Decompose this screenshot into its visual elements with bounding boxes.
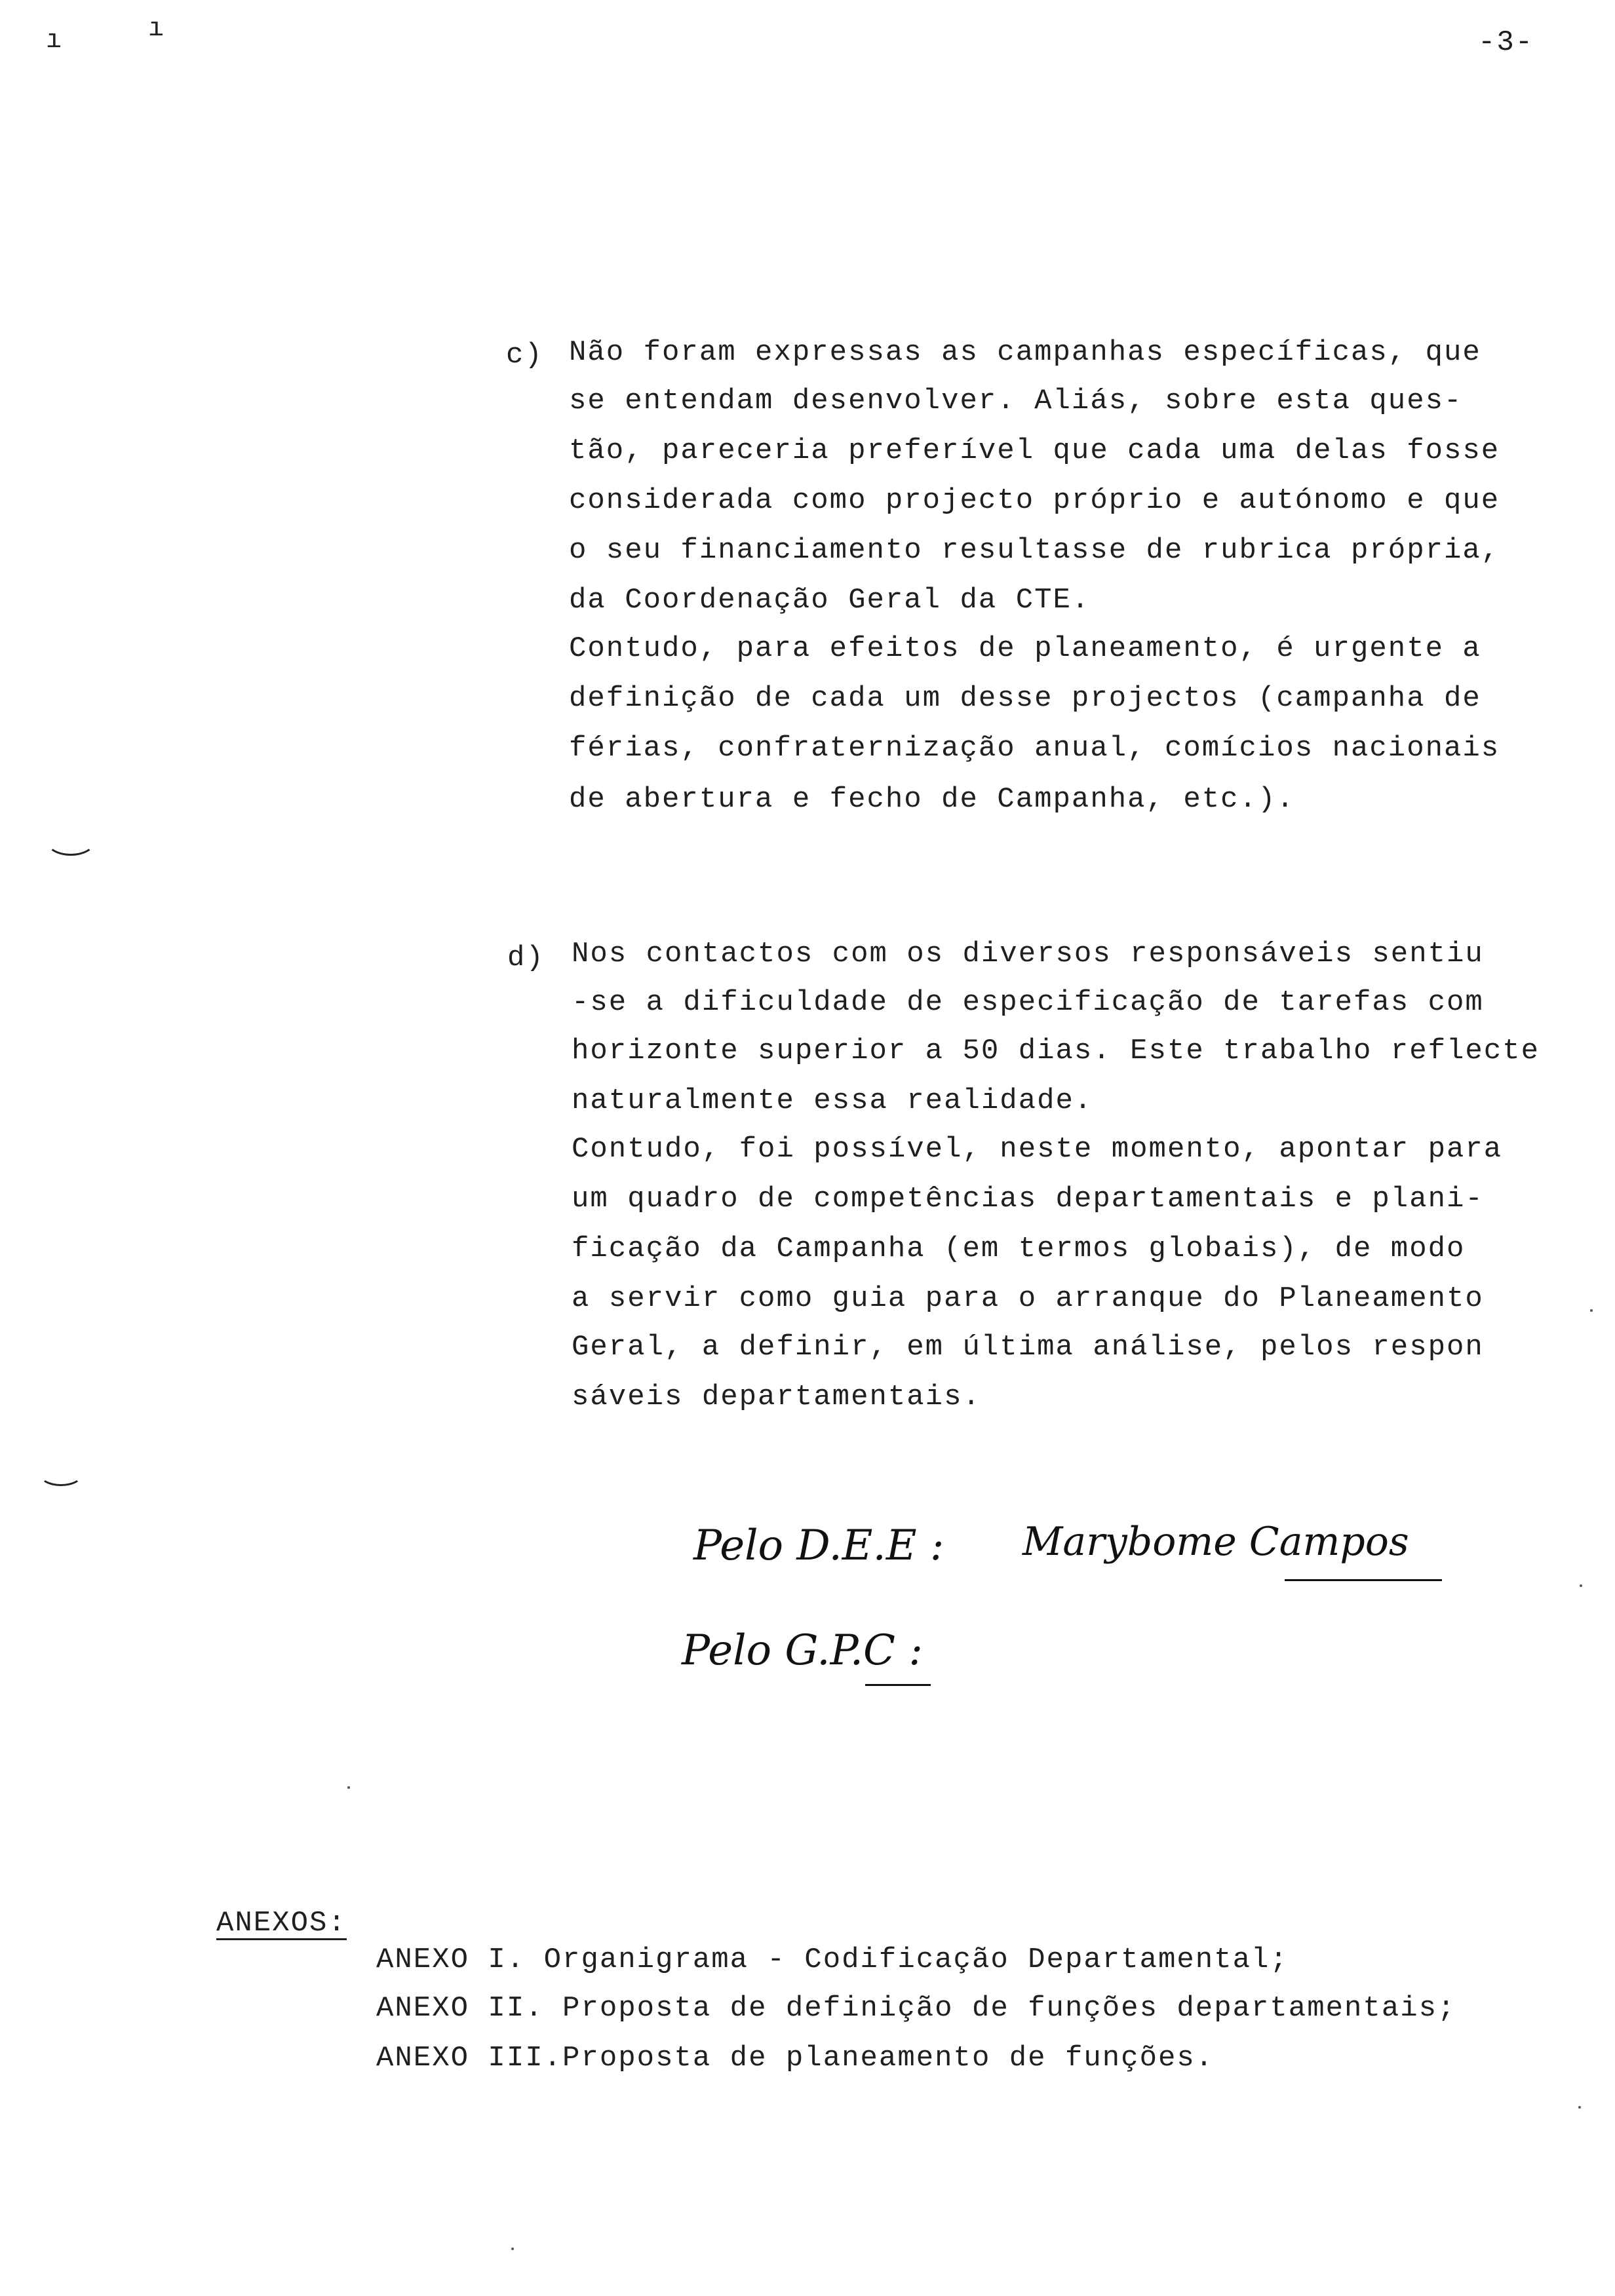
item-d-line-9: Geral, a definir, em última análise, pelos respon <box>572 1331 1484 1364</box>
speck <box>511 2248 514 2250</box>
margin-arc-2 <box>39 1463 83 1486</box>
signature-underline <box>1285 1579 1442 1581</box>
item-c-line-10: de abertura e fecho de Campanha, etc.). <box>569 783 1295 816</box>
item-c-line-4: considerada como projecto próprio e autónomo e que <box>569 484 1500 517</box>
item-d-line-1: Nos contactos com os diversos responsáveis sentiu <box>572 938 1484 970</box>
speck <box>347 1786 350 1789</box>
item-d-line-4: naturalmente essa realidade. <box>572 1084 1093 1117</box>
item-d-line-3: horizonte superior a 50 dias. Este trabalho reflecte <box>572 1035 1540 1067</box>
item-d-line-10: sáveis departamentais. <box>572 1381 981 1413</box>
margin-mark-left-2: ı <box>148 14 165 44</box>
annex-item-1: ANEXO I. Organigrama - Codificação Departamental; <box>376 1943 1289 1976</box>
item-c-line-3: tão, pareceria preferível que cada uma delas fosse <box>569 434 1500 467</box>
annexes-title: ANEXOS: <box>216 1907 347 1940</box>
item-c-line-9: férias, confraternização anual, comícios nacionais <box>569 732 1500 765</box>
speck <box>1578 2106 1581 2109</box>
item-d-line-6: um quadro de competências departamentais e plani- <box>572 1183 1484 1215</box>
speck <box>1590 1309 1593 1312</box>
item-c-line-2: se entendam desenvolver. Aliás, sobre esta ques- <box>569 385 1463 417</box>
item-c-line-1: Não foram expressas as campanhas específicas, que <box>569 336 1481 369</box>
page-number: -3- <box>1478 26 1534 59</box>
item-c-line-8: definição de cada um desse projectos (campanha de <box>569 682 1481 715</box>
signature-handwritten: Marybome Campos <box>1022 1519 1409 1565</box>
gpc-underline <box>865 1684 931 1686</box>
item-d-line-8: a servir como guia para o arranque do Planeamento <box>572 1282 1484 1315</box>
item-c-line-7: Contudo, para efeitos de planeamento, é urgente a <box>569 632 1481 665</box>
item-c-line-6: da Coordenação Geral da CTE. <box>569 584 1091 617</box>
speck <box>1580 1584 1582 1587</box>
item-d-line-2: -se a dificuldade de especificação de tarefas com <box>572 986 1484 1019</box>
margin-mark-left-1: ı <box>46 26 62 56</box>
annex-item-2: ANEXO II. Proposta de definição de funções departamentais; <box>376 1992 1456 2025</box>
signature-label-dee: Pelo D.E.E : <box>693 1521 944 1570</box>
item-d-label: d) <box>507 942 545 974</box>
signature-label-gpc: Pelo G.P.C : <box>682 1626 923 1675</box>
item-d-line-5: Contudo, foi possível, neste momento, apontar para <box>572 1133 1503 1166</box>
item-c-line-5: o seu financiamento resultasse de rubrica própria, <box>569 534 1500 567</box>
annex-item-3: ANEXO III.Proposta de planeamento de funções. <box>376 2042 1215 2075</box>
item-d-line-7: ficação da Campanha (em termos globais), de modo <box>572 1233 1466 1265</box>
item-c-label: c) <box>506 339 543 372</box>
margin-arc-1 <box>46 826 96 856</box>
